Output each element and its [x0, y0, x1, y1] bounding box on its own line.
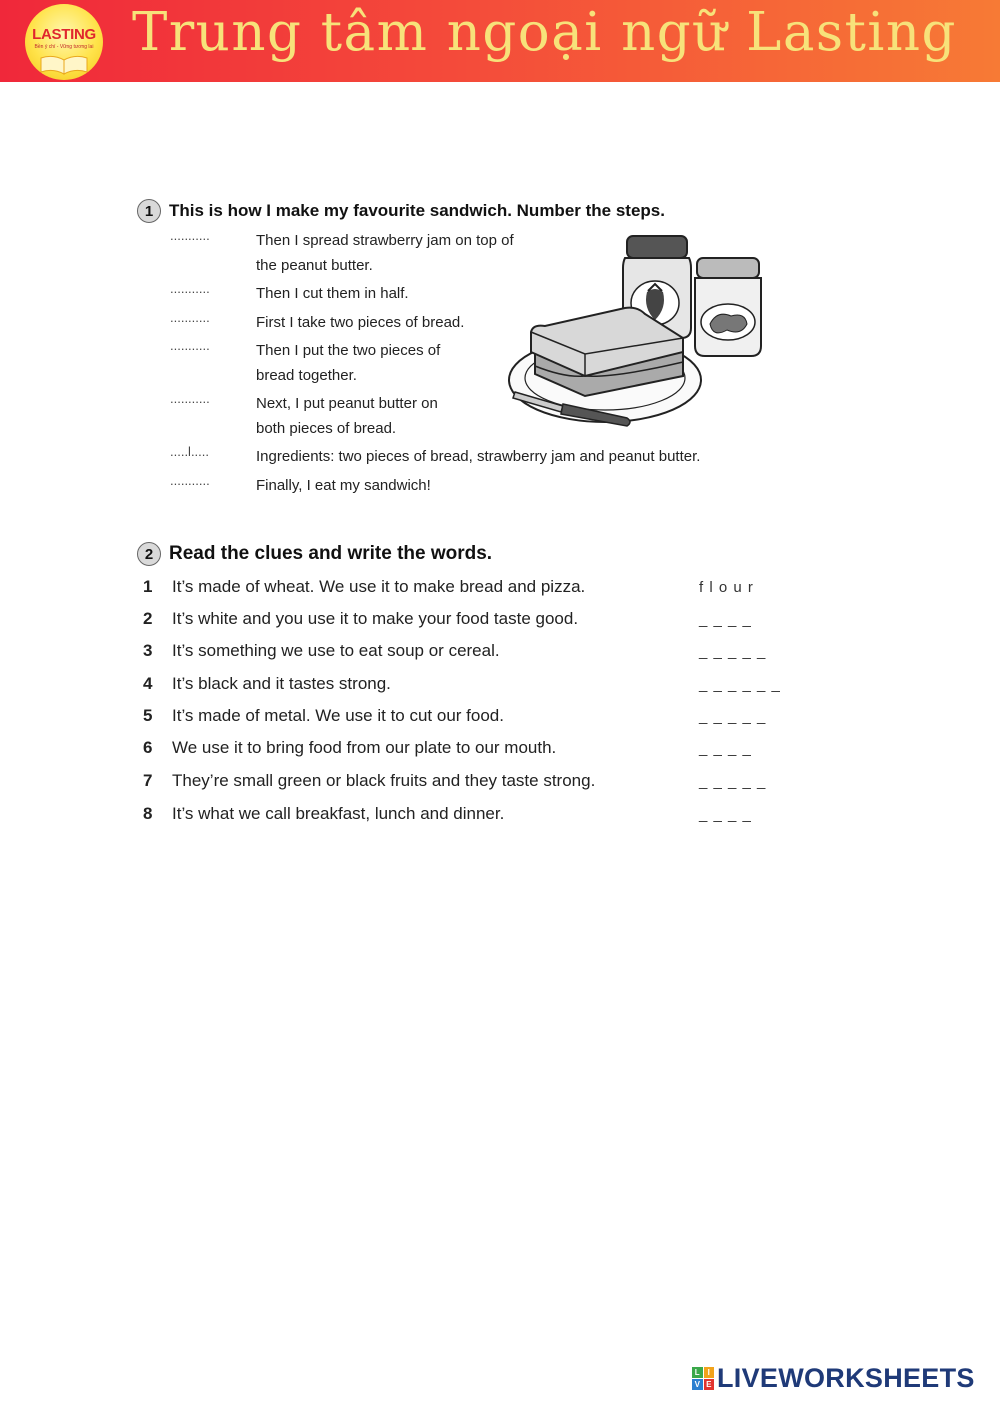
clue-text: It’s white and you use it to make your food taste good.: [172, 609, 579, 628]
logo-letter: E: [704, 1379, 715, 1390]
answer-field[interactable]: _ _ _ _ _ _: [699, 676, 781, 693]
clue-number: 5: [143, 706, 153, 725]
logo-tagline: Bền ý chí - Vững tương lai: [34, 44, 94, 50]
step-number-blank[interactable]: ...........: [170, 281, 210, 296]
logo-letter: V: [692, 1379, 703, 1390]
exercise-2-number: 2: [137, 542, 161, 566]
step-number-blank[interactable]: ...........: [170, 391, 210, 406]
clue-number: 1: [143, 577, 153, 596]
liveworksheets-footer: [692, 1363, 975, 1393]
clue-number: 7: [143, 771, 153, 790]
exercise-1-title: This is how I make my favourite sandwich. Number the steps.: [169, 201, 665, 220]
clue-text: It’s black and it tastes strong.: [172, 674, 391, 693]
answer-field[interactable]: _ _ _ _: [699, 611, 752, 628]
clue-text: They’re small green or black fruits and they taste strong.: [172, 771, 596, 790]
banner-title: Trung tâm ngoại ngữ Lasting: [132, 2, 957, 63]
answer-field[interactable]: _ _ _ _: [699, 740, 752, 757]
clue-number: 2: [143, 609, 153, 628]
clue-text: It’s made of wheat. We use it to make bread and pizza.: [172, 577, 586, 596]
clue-number: 6: [143, 738, 153, 757]
step-text: Then I cut them in half.: [256, 285, 409, 302]
exercise-2-heading: [137, 541, 492, 567]
step-text: Next, I put peanut butter on both pieces of bread.: [256, 395, 438, 437]
exercise-2-title: Read the clues and write the words.: [169, 543, 493, 564]
clue-number: 8: [143, 804, 153, 823]
peanut-butter-jar-icon: [695, 258, 761, 356]
answer-field[interactable]: _ _ _ _: [699, 806, 752, 823]
step-number-blank[interactable]: ...........: [170, 310, 210, 325]
step-number-blank[interactable]: .....l.....: [170, 444, 210, 459]
clue-number: 4: [143, 674, 153, 693]
logo-letter: L: [692, 1367, 703, 1378]
clue-text: We use it to bring food from our plate to our mouth.: [172, 738, 557, 757]
step-number-blank[interactable]: ...........: [170, 473, 210, 488]
header-banner: [0, 0, 1000, 82]
liveworksheets-logo-icon: [692, 1367, 714, 1389]
open-book-icon: [39, 54, 89, 76]
answer-field[interactable]: _ _ _ _ _: [699, 708, 767, 725]
exercise-1-number: 1: [137, 199, 161, 223]
clue-text: It’s made of metal. We use it to cut our food.: [172, 706, 504, 725]
step-number-blank[interactable]: ...........: [170, 338, 210, 353]
sandwich-and-jars-illustration: [505, 228, 765, 433]
clue-text: It’s what we call breakfast, lunch and dinner.: [172, 804, 505, 823]
exercise-1-heading: [137, 198, 665, 224]
logo-letter: I: [704, 1367, 715, 1378]
step-text: Then I spread strawberry jam on top of the peanut butter.: [256, 232, 514, 274]
step-text: Then I put the two pieces of bread together.: [256, 342, 441, 384]
liveworksheets-brand: LIVEWORKSHEETS: [717, 1362, 975, 1393]
step-text: Finally, I eat my sandwich!: [256, 477, 431, 494]
logo-text: LASTING: [32, 26, 96, 43]
step-text: First I take two pieces of bread.: [256, 314, 465, 331]
step-number-blank[interactable]: ...........: [170, 228, 210, 243]
step-text: Ingredients: two pieces of bread, strawberry jam and peanut butter.: [256, 448, 701, 465]
lasting-logo: [25, 4, 103, 80]
answer-field[interactable]: _ _ _ _ _: [699, 773, 767, 790]
answer-field[interactable]: f l o u r: [699, 579, 754, 596]
clue-number: 3: [143, 641, 153, 660]
clue-text: It’s something we use to eat soup or cereal.: [172, 641, 500, 660]
answer-field[interactable]: _ _ _ _ _: [699, 643, 767, 660]
